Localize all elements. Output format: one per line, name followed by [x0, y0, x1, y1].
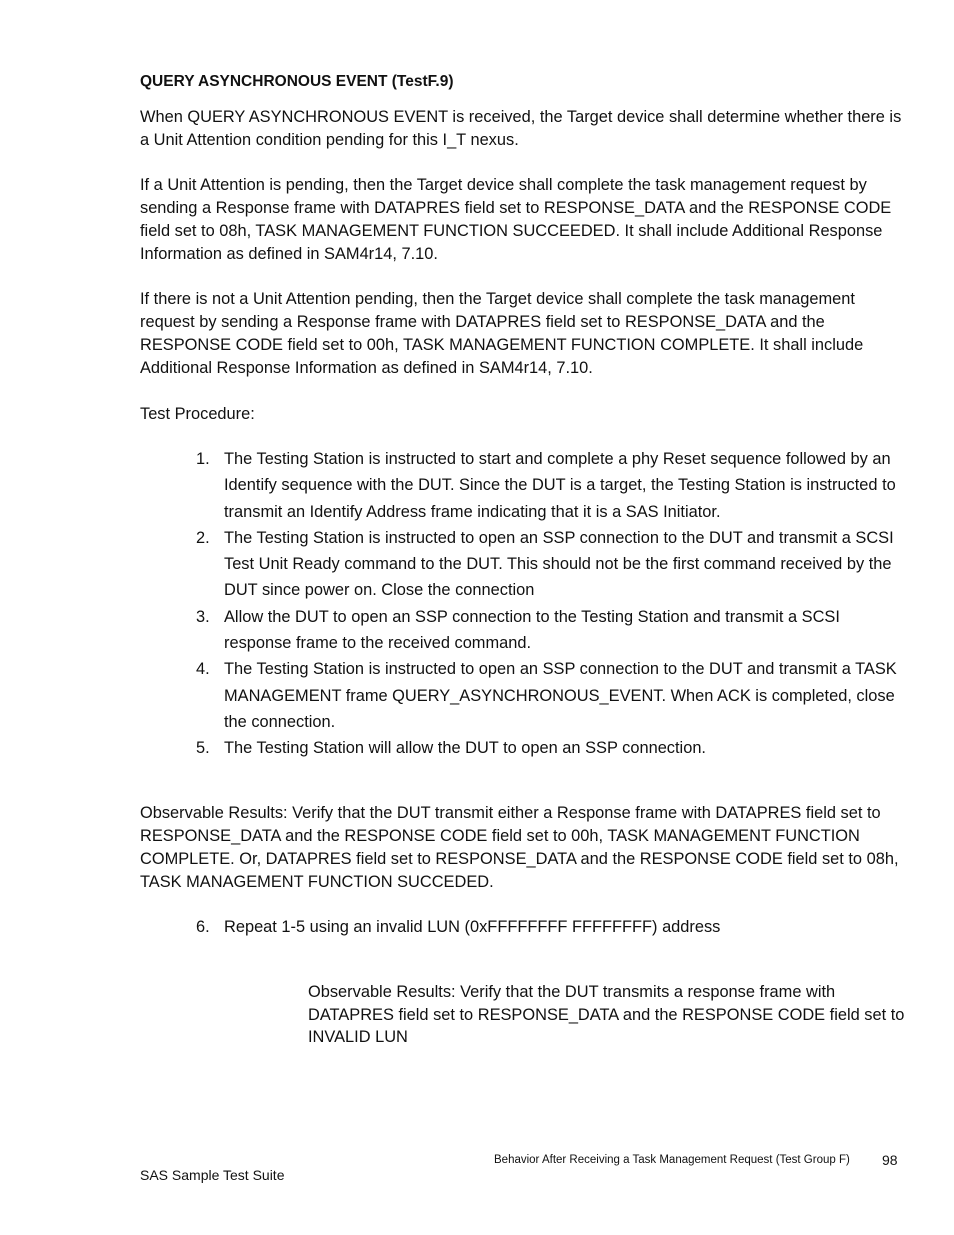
list-item [190, 656, 910, 735]
step-number: 1. [196, 450, 210, 468]
footer-suite-name: SAS Sample Test Suite [140, 1167, 285, 1183]
list-item [190, 735, 910, 761]
paragraph-ua-pending: If a Unit Attention is pending, then the Target device shall complete the task management request by sending a Response frame with DATAPRES field set to RESPONSE_DATA and the RESPONSE CODE field set to 08h, TASK MANAGEMENT FUNCTION SUCCEEDED. It shall include Additional Response Information as defined in SAM4r14, 7.10. [140, 176, 892, 263]
procedure-steps [190, 446, 910, 762]
procedure-step-6 [190, 914, 910, 940]
step-number: 2. [196, 528, 210, 547]
test-procedure-label: Test Procedure: [140, 405, 255, 423]
page-number: 98 [882, 1152, 898, 1168]
step-text: The Testing Station is instructed to open an SSP connection to the DUT and transmit a TASK MANAGEMENT frame QUERY_ASYNCHRONOUS_EVENT. When ACK is completed, close the connection. [224, 660, 897, 731]
step-number: 6. [196, 918, 210, 936]
paragraph-intro: When QUERY ASYNCHRONOUS EVENT is received, the Target device shall determine whether there is a Unit Attention condition pending for this I_T nexus. [140, 108, 902, 149]
step-text: The Testing Station is instructed to start and complete a phy Reset sequence followed by an Identify sequence with the DUT. Since the DUT is a target, the Testing Station is instructed to transmit an Identify Address frame indicating that it is a SAS Initiator. [224, 450, 896, 521]
paragraph-ua-not-pending: If there is not a Unit Attention pending, then the Target device shall complete the task management request by sending a Response frame with DATAPRES field set to RESPONSE_DATA and the RESPONSE CODE field set to 00h, TASK MANAGEMENT FUNCTION COMPLETE. It shall include Additional Response Information as defined in SAM4r14, 7.10. [140, 290, 864, 377]
section-heading: QUERY ASYNCHRONOUS EVENT (TestF.9) [140, 73, 454, 90]
step-text: The Testing Station will allow the DUT to open an SSP connection. [224, 739, 706, 758]
list-item [190, 914, 910, 940]
step-text: Allow the DUT to open an SSP connection to the Testing Station and transmit a SCSI response frame to the received command. [224, 607, 840, 653]
step-text: The Testing Station is instructed to open an SSP connection to the DUT and transmit a SCSI Test Unit Ready command to the DUT. This should not be the first command received by the DUT since power on. Close the connection [224, 528, 894, 600]
list-item [190, 446, 910, 525]
step-number: 5. [196, 739, 210, 758]
list-item [190, 604, 910, 657]
footer-section-title: Behavior After Receiving a Task Management Request (Test Group F) [494, 1154, 850, 1166]
observable-results-2: Observable Results: Verify that the DUT transmits a response frame with DATAPRES field set to RESPONSE_DATA and the RESPONSE CODE field set to INVALID LUN [308, 983, 905, 1046]
observable-results-1: Observable Results: Verify that the DUT transmit either a Response frame with DATAPRES field set to RESPONSE_DATA and the RESPONSE CODE field set to 00h, TASK MANAGEMENT FUNCTION COMPLETE. Or, DATAPRES field set to RESPONSE_DATA and the RESPONSE CODE field set to 08h, TASK MANAGEMENT FUNCTION SUCCEDED. [140, 804, 899, 891]
list-item [190, 525, 910, 604]
step-number: 3. [196, 607, 210, 626]
step-text: Repeat 1-5 using an invalid LUN (0xFFFFFFFF FFFFFFFF) address [224, 918, 721, 936]
step-number: 4. [196, 660, 210, 679]
